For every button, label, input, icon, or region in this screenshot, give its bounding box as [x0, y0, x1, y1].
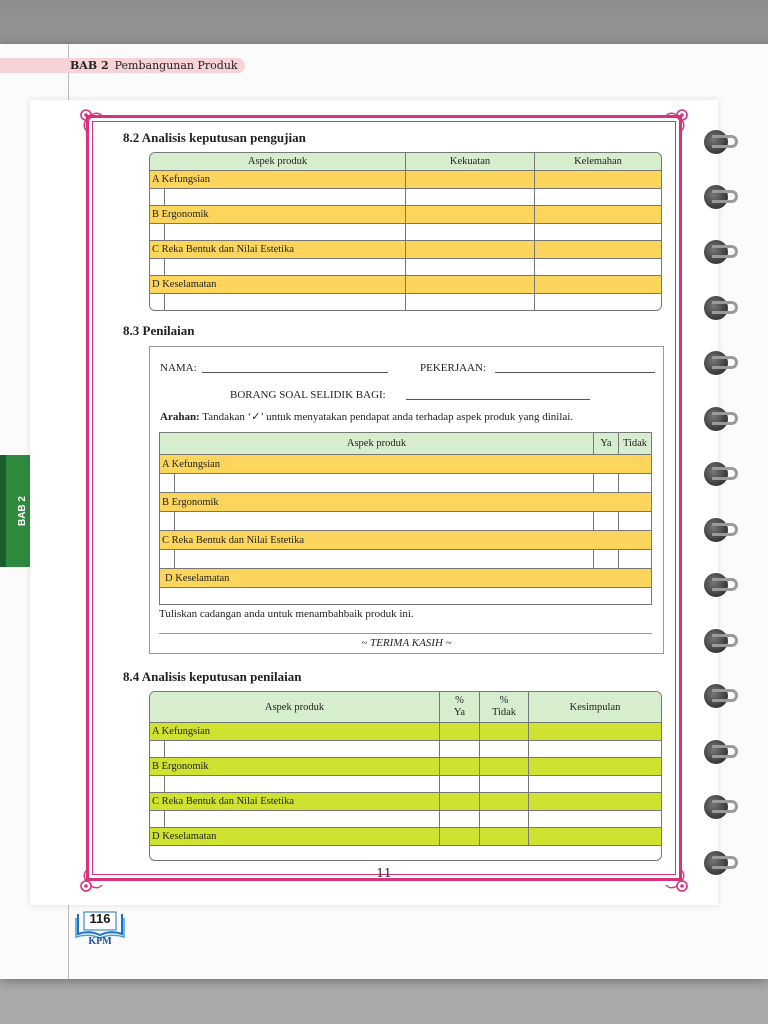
chapter-title: Pembangunan Produk: [114, 59, 238, 72]
sub-cell: [160, 512, 174, 530]
table-row: [160, 568, 651, 587]
category-label: B Ergonomik: [162, 496, 219, 508]
table-row: [150, 188, 661, 205]
spiral-ring-icon: [704, 684, 738, 708]
percent-no-cell[interactable]: [479, 776, 528, 792]
sub-cell: [150, 741, 164, 757]
no-checkbox[interactable]: [618, 474, 651, 492]
weakness-cell[interactable]: [534, 259, 661, 275]
table-header-row: [150, 153, 661, 170]
category-label: A Kefungsian: [152, 174, 211, 185]
weakness-cell[interactable]: [534, 241, 661, 258]
table-row: [150, 258, 661, 275]
table-row: [150, 722, 661, 740]
table-row: [160, 454, 651, 473]
weakness-cell[interactable]: [534, 171, 661, 188]
corner-ornament-icon: [662, 107, 690, 135]
aspect-cell[interactable]: [164, 776, 439, 792]
job-line[interactable]: [495, 372, 655, 373]
name-line[interactable]: [202, 372, 388, 373]
col-percent-no: % Tidak: [479, 692, 528, 722]
percent-yes-cell[interactable]: [439, 793, 479, 810]
testing-analysis-table: [149, 152, 662, 311]
spiral-ring-icon: [704, 462, 738, 486]
sub-cell: [150, 224, 164, 240]
spiral-ring-icon: [704, 407, 738, 431]
strength-cell[interactable]: [405, 241, 534, 258]
percent-no-cell[interactable]: [479, 723, 528, 740]
table-row: [160, 492, 651, 511]
conclusion-cell[interactable]: [528, 758, 661, 775]
no-checkbox[interactable]: [618, 550, 651, 568]
col-yes: Ya: [593, 433, 618, 454]
table-row: [150, 170, 661, 188]
weakness-cell[interactable]: [534, 224, 661, 240]
table-row: [160, 530, 651, 549]
conclusion-cell[interactable]: [528, 793, 661, 810]
category-label: D Keselamatan: [152, 279, 217, 290]
strength-cell[interactable]: [405, 206, 534, 223]
instruction-label: Arahan:: [160, 411, 200, 423]
table-row: [160, 511, 651, 530]
sub-cell: [150, 776, 164, 792]
section-8-4-title: 8.4 Analisis keputusan penilaian: [123, 669, 302, 684]
col-conclusion: Kesimpulan: [528, 692, 661, 722]
spiral-ring-icon: [704, 573, 738, 597]
percent-no-cell[interactable]: [479, 811, 528, 827]
sub-cell: [150, 189, 164, 205]
evaluation-analysis-table: [149, 691, 662, 861]
aspect-cell[interactable]: [164, 224, 405, 240]
category-label: A Kefungsian: [152, 726, 211, 737]
col-aspect: Aspek produk: [346, 438, 407, 449]
sub-cell: [150, 294, 164, 310]
conclusion-cell[interactable]: [528, 828, 661, 845]
suggestion-line[interactable]: [159, 633, 652, 634]
spiral-ring-icon: [704, 629, 738, 653]
category-label: C Reka Bentuk dan Nilai Estetika: [152, 244, 295, 255]
sub-cell: [150, 259, 164, 275]
table-row: [160, 549, 651, 568]
category-label: B Ergonomik: [152, 209, 209, 220]
weakness-cell[interactable]: [534, 206, 661, 223]
job-label: PEKERJAAN:: [420, 362, 487, 374]
weakness-cell[interactable]: [534, 189, 661, 205]
table-row: [150, 205, 661, 223]
table-row: [150, 845, 661, 846]
conclusion-cell[interactable]: [528, 811, 661, 827]
spiral-ring-icon: [704, 185, 738, 209]
spiral-ring-icon: [704, 518, 738, 542]
weakness-cell[interactable]: [534, 276, 661, 293]
category-label: C Reka Bentuk dan Nilai Estetika: [152, 796, 295, 807]
aspect-cell[interactable]: [174, 474, 593, 492]
table-row: [150, 827, 661, 845]
col-weakness: Kelemahan: [534, 153, 661, 170]
table-row: [150, 293, 661, 310]
thank-you-text: ~ TERIMA KASIH ~: [361, 637, 452, 649]
strength-cell[interactable]: [405, 189, 534, 205]
spiral-ring-icon: [704, 240, 738, 264]
table-row: [150, 223, 661, 240]
survey-for-line[interactable]: [406, 399, 590, 400]
category-label: B Ergonomik: [152, 761, 209, 772]
side-tab-label: BAB 2: [17, 496, 28, 527]
table-row: [150, 810, 661, 827]
worksheet-page-number: 11: [376, 866, 392, 880]
strength-cell[interactable]: [405, 276, 534, 293]
spiral-ring-icon: [704, 795, 738, 819]
aspect-cell[interactable]: [164, 189, 405, 205]
category-label: D Keselamatan: [152, 831, 217, 842]
col-no: Tidak: [618, 433, 651, 454]
no-checkbox[interactable]: [618, 512, 651, 530]
category-label: C Reka Bentuk dan Nilai Estetika: [162, 534, 305, 546]
col-strength: Kekuatan: [405, 153, 534, 170]
side-tab-stripe: [0, 455, 6, 567]
sub-cell: [160, 550, 174, 568]
table-row: [150, 792, 661, 810]
aspect-cell[interactable]: [164, 741, 439, 757]
table-row: [150, 240, 661, 258]
spiral-ring-icon: [704, 296, 738, 320]
yes-checkbox[interactable]: [593, 474, 618, 492]
percent-yes-cell[interactable]: [439, 758, 479, 775]
section-8-2-title: 8.2 Analisis keputusan pengujian: [123, 130, 306, 145]
yes-checkbox[interactable]: [593, 512, 618, 530]
percent-no-cell[interactable]: [479, 828, 528, 845]
percent-no-cell[interactable]: [479, 758, 528, 775]
instruction-text: Tandakan ‘✓’ untuk menyatakan pendapat anda terhadap aspek produk yang dinilai.: [202, 411, 574, 423]
instruction: [160, 410, 573, 423]
corner-ornament-icon: [78, 107, 106, 135]
strength-cell[interactable]: [405, 294, 534, 310]
aspect-cell[interactable]: [174, 550, 593, 568]
percent-yes-cell[interactable]: [439, 828, 479, 845]
sub-cell: [150, 811, 164, 827]
conclusion-cell[interactable]: [528, 723, 661, 740]
survey-table: [159, 432, 652, 605]
survey-for-label: BORANG SOAL SELIDIK BAGI:: [230, 389, 386, 401]
name-label: NAMA:: [160, 362, 197, 374]
category-label: A Kefungsian: [162, 458, 221, 470]
strength-cell[interactable]: [405, 259, 534, 275]
percent-yes-cell[interactable]: [439, 776, 479, 792]
table-header-row: [150, 692, 661, 722]
spiral-ring-icon: [704, 130, 738, 154]
table-row: [150, 757, 661, 775]
table-row: [150, 275, 661, 293]
sub-cell: [160, 474, 174, 492]
percent-yes-cell[interactable]: [439, 741, 479, 757]
spiral-ring-icon: [704, 351, 738, 375]
conclusion-cell[interactable]: [528, 776, 661, 792]
table-header-row: [160, 433, 651, 454]
aspect-cell[interactable]: [164, 811, 439, 827]
table-row: [150, 775, 661, 792]
chapter-label: BAB 2: [70, 59, 109, 72]
table-row: [160, 473, 651, 492]
yes-checkbox[interactable]: [593, 550, 618, 568]
percent-yes-cell[interactable]: [439, 723, 479, 740]
conclusion-cell[interactable]: [528, 741, 661, 757]
section-8-3-title: 8.3 Penilaian: [123, 323, 195, 338]
weakness-cell[interactable]: [534, 294, 661, 310]
percent-yes-cell[interactable]: [439, 811, 479, 827]
strength-cell[interactable]: [405, 171, 534, 188]
aspect-cell[interactable]: [164, 259, 405, 275]
col-aspect: Aspek produk: [264, 701, 325, 713]
aspect-cell[interactable]: [164, 294, 405, 310]
spiral-ring-icon: [704, 740, 738, 764]
table-row: [160, 587, 651, 588]
aspect-cell[interactable]: [174, 512, 593, 530]
category-label: D Keselamatan: [165, 572, 230, 584]
table-row: [150, 740, 661, 757]
publisher-logo-text: KPM: [88, 936, 112, 947]
percent-no-cell[interactable]: [479, 793, 528, 810]
col-aspect: Aspek produk: [247, 156, 308, 167]
percent-no-cell[interactable]: [479, 741, 528, 757]
col-percent-yes: % Ya: [439, 692, 479, 722]
suggestion-prompt: Tuliskan cadangan anda untuk menambahbaik produk ini.: [159, 608, 414, 620]
strength-cell[interactable]: [405, 224, 534, 240]
book-page-number: 116: [89, 911, 111, 926]
running-header: [70, 58, 238, 73]
